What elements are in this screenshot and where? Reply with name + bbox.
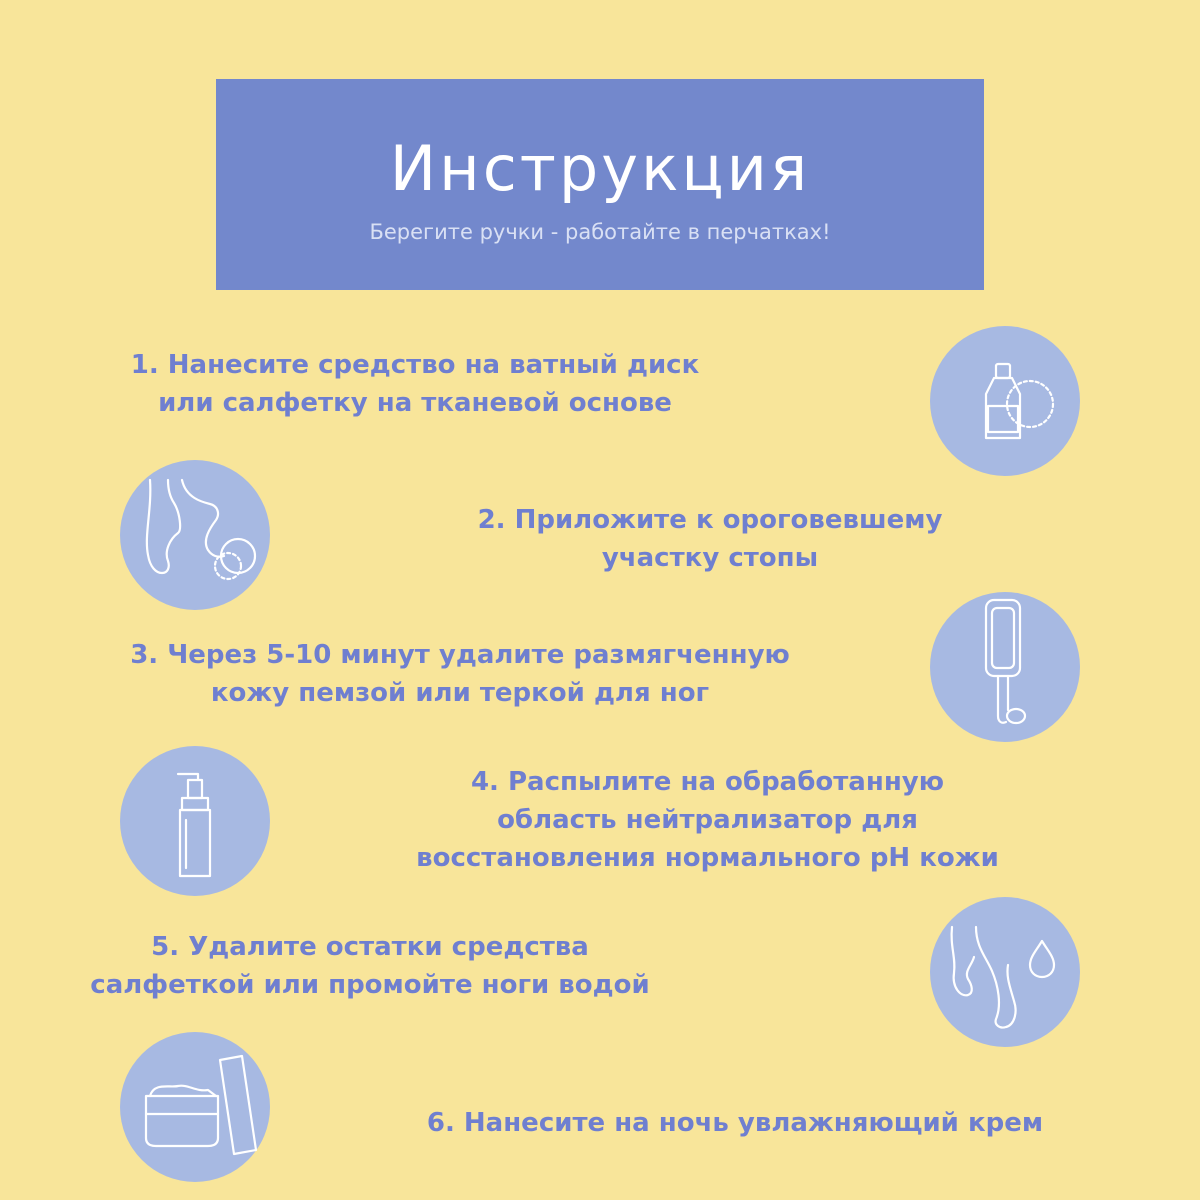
step-1-line-1: 1. Нанесите средство на ватный диск xyxy=(130,350,700,380)
foot-file-icon xyxy=(930,592,1080,742)
step-5-line-2: салфеткой или промойте ноги водой xyxy=(90,970,650,1000)
step-3-line-1: 3. Через 5-10 минут удалите размягченную xyxy=(130,640,790,670)
step-1-line-2: или салфетку на тканевой основе xyxy=(158,388,672,418)
step-2-line-1: 2. Приложите к ороговевшему xyxy=(477,505,943,535)
step-6-line-1: 6. Нанесите на ночь увлажняющий крем xyxy=(426,1108,1044,1138)
page-title: Инструкция xyxy=(389,132,811,205)
step-3-text xyxy=(110,636,810,712)
step-5-line-1: 5. Удалите остатки средства xyxy=(151,932,589,962)
foot-cotton-pad-icon xyxy=(120,460,270,610)
step-4-line-2: область нейтрализатор для xyxy=(497,805,918,835)
cream-jar-icon xyxy=(120,1032,270,1182)
header-banner xyxy=(216,79,984,290)
step-4-text xyxy=(400,763,1015,877)
step-1-text xyxy=(100,346,730,422)
bottle-cotton-pad-icon xyxy=(930,326,1080,476)
step-6-text xyxy=(405,1104,1065,1142)
page-subtitle: Берегите ручки - работайте в перчатках! xyxy=(369,220,831,244)
step-2-line-2: участку стопы xyxy=(601,543,819,573)
step-5-text xyxy=(70,928,670,1004)
step-2-text xyxy=(455,501,965,577)
step-4-line-1: 4. Распылите на обработанную xyxy=(470,767,945,797)
feet-water-drop-icon xyxy=(930,897,1080,1047)
pump-bottle-icon xyxy=(120,746,270,896)
step-4-line-3: восстановления нормального pH кожи xyxy=(416,843,999,873)
step-3-line-2: кожу пемзой или теркой для ног xyxy=(210,678,710,708)
